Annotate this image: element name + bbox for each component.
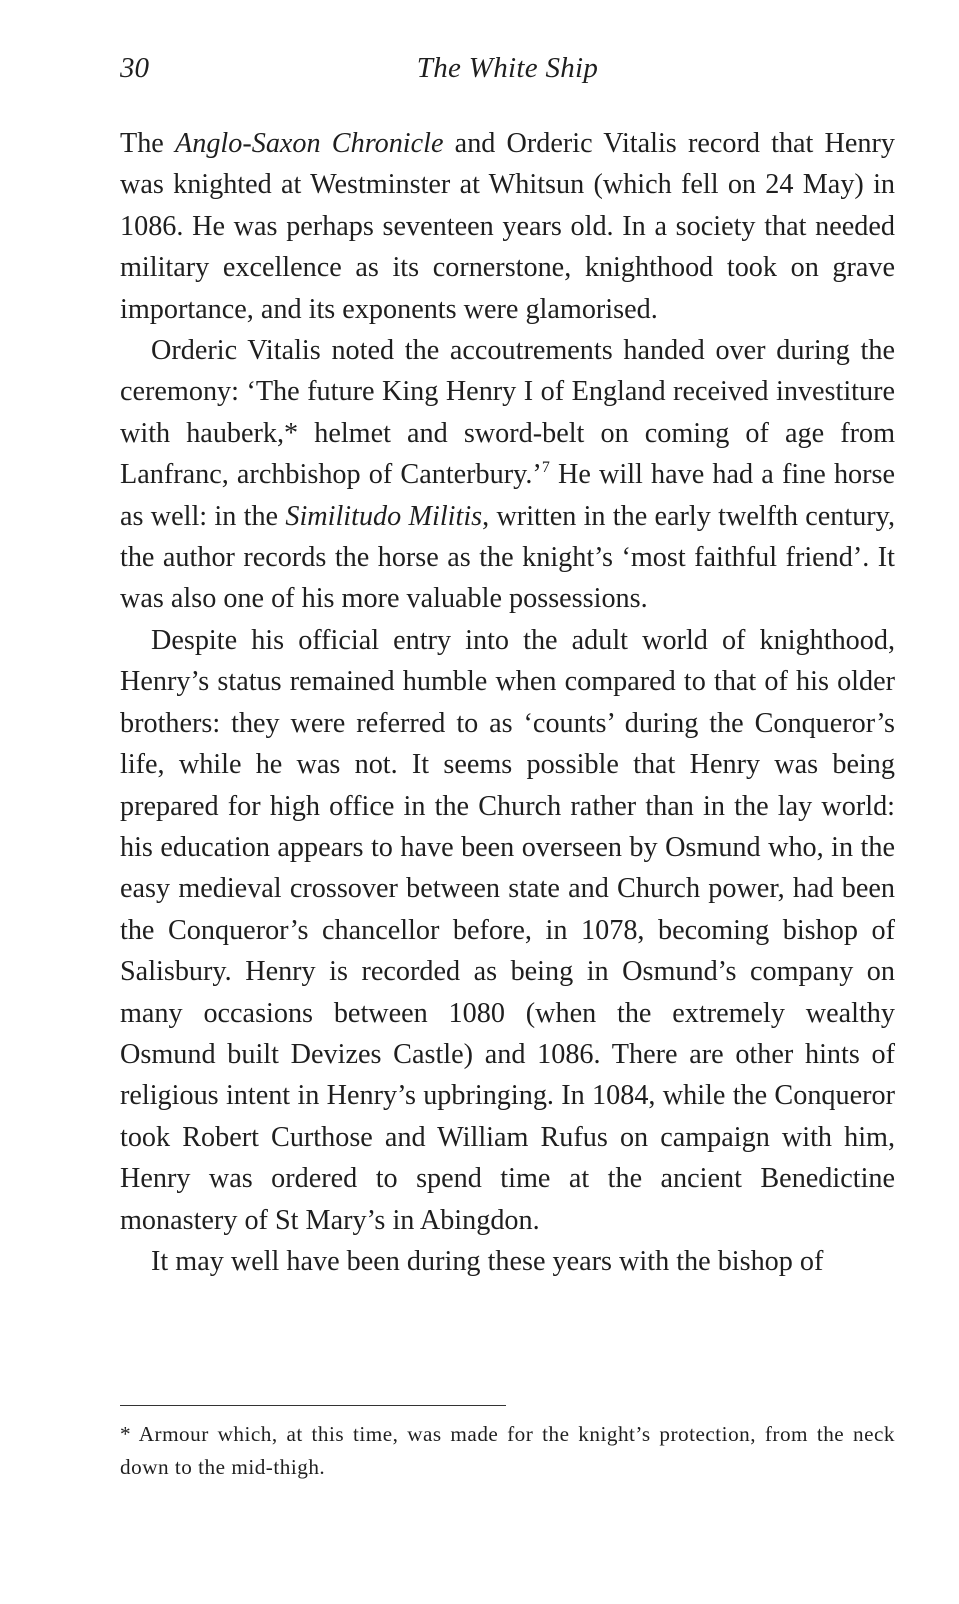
body-text (120, 123, 895, 1282)
page-header (120, 52, 895, 96)
paragraph-4: It may well have been during these years with the bishop of (151, 1245, 824, 1277)
endnote-reference: 7 (541, 459, 550, 477)
footnote: * Armour which, at this time, was made for the knight’s protection, from the neck down to the mid-thigh. (120, 1422, 895, 1479)
paragraph-3: Despite his official entry into the adult world of knighthood, Henry’s status remained humble when compared to that of his older brothers: they were referred to as ‘counts’ during the Conqueror’s life, while he was not. It seems possible that Henry was being prepared for high office in the Church rather than in the lay world: his education appears to have been overseen by Osmund who, in the easy medieval crossover between state and Church power, had been the Conqueror’s chancellor before, in 1078, becoming bishop of Salisbury. Henry is recorded as being in Osmund’s company on many occasions between 1080 (when the extremely wealthy Osmund built Devizes Castle) and 1086. There are other hints of religious intent in Henry’s upbringing. In 1084, while the Conqueror took Robert Curthose and William Rufus on campaign with him, Henry was ordered to spend time at the ancient Benedictine monastery of St Mary’s in Abingdon. (120, 624, 895, 1236)
footnote-divider (120, 1405, 506, 1406)
page-number: 30 (120, 52, 149, 84)
paragraph-2: Orderic Vitalis noted the accoutrements handed over during the ceremony: ‘The future King Henry I of England received investiture with hauberk,* helmet and sword-belt on coming of age from Lanfranc, archbishop of Canterbury.’$^7$ He will have had a fine horse as well: in the Similitudo Militis, written in the early twelfth century, the author records the horse as the knight’s ‘most faithful friend’. It was also one of his more valuable possessions. (120, 335, 896, 615)
paragraph-1: The Anglo-Saxon Chronicle and Orderic Vitalis record that Henry was knighted at Westminster at Whitsun (which fell on 24 May) in 1086. He was perhaps seventeen years old. In a society that needed military excellence as its cornerstone, knighthood took on grave importance, and its exponents were glamorised. (120, 128, 896, 325)
running-title: The White Ship (416, 52, 599, 84)
